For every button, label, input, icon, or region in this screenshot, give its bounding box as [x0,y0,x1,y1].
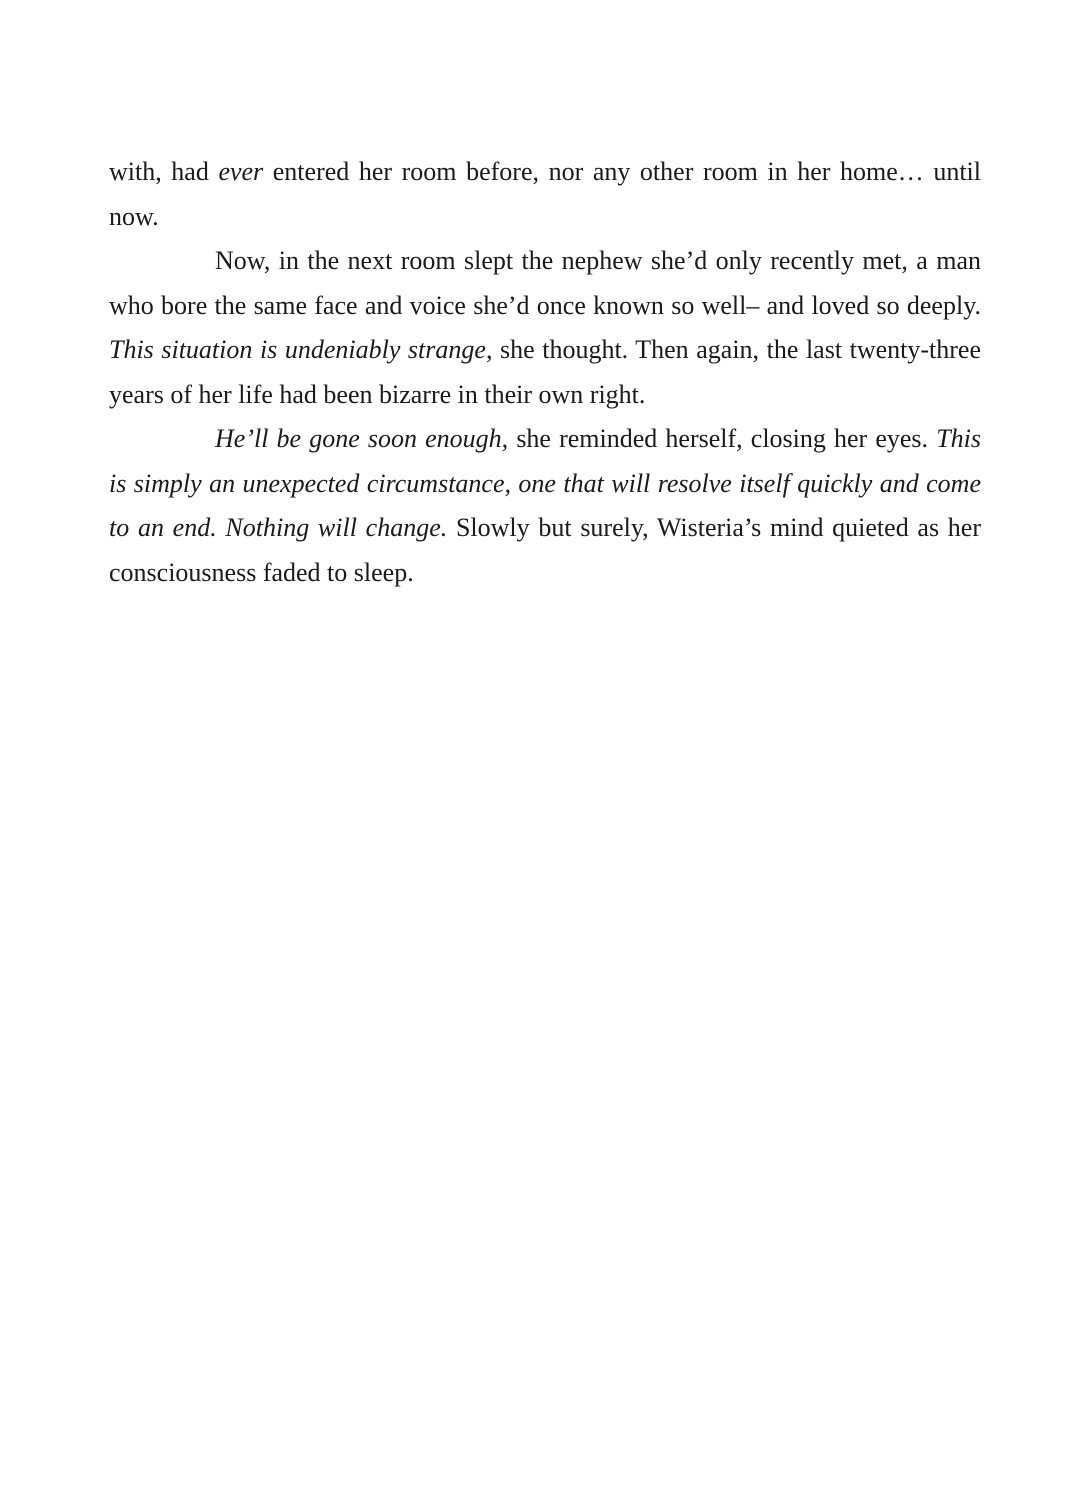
text-segment: , she thought. Then again, the last twenty-three years of her life had been bizarre in their own right. [109,335,981,409]
paragraph-2 [109,239,981,417]
text-segment: with, had [109,157,219,186]
text-segment: she reminded herself, closing her eyes. [508,424,937,453]
paragraph-3 [109,417,981,595]
text-segment: entered her room before, nor any other room in her home… until now. [109,157,982,231]
paragraph-1 [109,150,981,239]
text-segment: Slowly but surely, Wisteria’s mind quieted as her consciousness faded to sleep. [109,513,981,587]
italic-segment: This is simply an unexpected circumstance, one that will resolve itself quickly and come to an end. Nothing will change. [109,424,981,542]
italic-segment: ever [218,157,264,186]
italic-segment: He’ll be gone soon enough, [215,424,509,453]
body-text [109,150,981,595]
italic-segment: This situation is undeniably strange [109,335,486,364]
text-segment: Now, in the next room slept the nephew she’d only recently met, a man who bore the same face and voice she’d once known so well– and loved so deeply. [109,246,981,320]
